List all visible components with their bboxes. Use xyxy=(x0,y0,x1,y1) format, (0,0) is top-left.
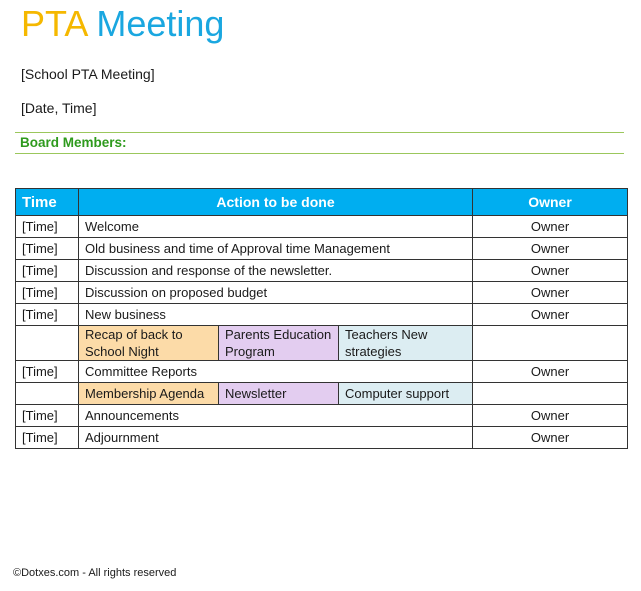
time-cell[interactable]: [Time] xyxy=(16,405,79,427)
owner-cell[interactable]: Owner xyxy=(473,427,628,449)
table-row xyxy=(16,238,628,260)
title-word-meeting: Meeting xyxy=(96,3,225,44)
action-cell[interactable]: Discussion on proposed budget xyxy=(79,282,473,304)
header-action: Action to be done xyxy=(79,189,473,216)
page-title xyxy=(21,2,224,46)
owner-cell[interactable]: Owner xyxy=(473,405,628,427)
owner-cell[interactable]: Owner xyxy=(473,238,628,260)
table-row xyxy=(16,260,628,282)
empty-time-cell[interactable] xyxy=(16,326,79,361)
subtopic-recap-cell[interactable]: Recap of back to School Night xyxy=(79,326,219,361)
action-cell[interactable]: Announcements xyxy=(79,405,473,427)
table-row xyxy=(16,216,628,238)
action-cell[interactable]: Committee Reports xyxy=(79,361,473,383)
owner-cell[interactable]: Owner xyxy=(473,216,628,238)
time-cell[interactable]: [Time] xyxy=(16,304,79,326)
owner-cell[interactable]: Owner xyxy=(473,282,628,304)
time-cell[interactable]: [Time] xyxy=(16,361,79,383)
owner-cell[interactable]: Owner xyxy=(473,260,628,282)
footer-copyright: ©Dotxes.com - All rights reserved xyxy=(13,567,177,579)
action-cell[interactable]: Welcome xyxy=(79,216,473,238)
table-row xyxy=(16,405,628,427)
table-row xyxy=(16,304,628,326)
table-row xyxy=(16,282,628,304)
action-cell[interactable]: Discussion and response of the newsletter. xyxy=(79,260,473,282)
header-time: Time xyxy=(16,189,79,216)
table-header-row xyxy=(16,189,628,216)
subtopic-teachers-strategies-cell[interactable]: Teachers New strategies xyxy=(339,326,473,361)
empty-time-cell[interactable] xyxy=(16,383,79,405)
action-cell[interactable]: Old business and time of Approval time Management xyxy=(79,238,473,260)
time-cell[interactable]: [Time] xyxy=(16,216,79,238)
committee-subtopics-row xyxy=(16,383,628,405)
empty-owner-cell[interactable] xyxy=(473,326,628,361)
subtopic-membership-cell[interactable]: Membership Agenda xyxy=(79,383,219,405)
header-owner: Owner xyxy=(473,189,628,216)
time-cell[interactable]: [Time] xyxy=(16,260,79,282)
board-members-section xyxy=(15,132,624,154)
time-cell[interactable]: [Time] xyxy=(16,427,79,449)
agenda-table xyxy=(15,188,628,449)
time-cell[interactable]: [Time] xyxy=(16,282,79,304)
title-word-pta: PTA xyxy=(21,3,87,44)
board-members-label: Board Members: xyxy=(20,135,127,150)
subtopics-row xyxy=(16,326,628,361)
table-row xyxy=(16,427,628,449)
subtopic-parents-education-cell[interactable]: Parents Education Program xyxy=(219,326,339,361)
time-cell[interactable]: [Time] xyxy=(16,238,79,260)
subtopic-computer-support-cell[interactable]: Computer support xyxy=(339,383,473,405)
table-row xyxy=(16,361,628,383)
meeting-name-field[interactable]: [School PTA Meeting] xyxy=(21,66,155,82)
owner-cell[interactable]: Owner xyxy=(473,361,628,383)
date-time-field[interactable]: [Date, Time] xyxy=(21,100,97,116)
subtopic-newsletter-cell[interactable]: Newsletter xyxy=(219,383,339,405)
action-cell[interactable]: Adjournment xyxy=(79,427,473,449)
action-cell[interactable]: New business xyxy=(79,304,473,326)
owner-cell[interactable]: Owner xyxy=(473,304,628,326)
empty-owner-cell[interactable] xyxy=(473,383,628,405)
